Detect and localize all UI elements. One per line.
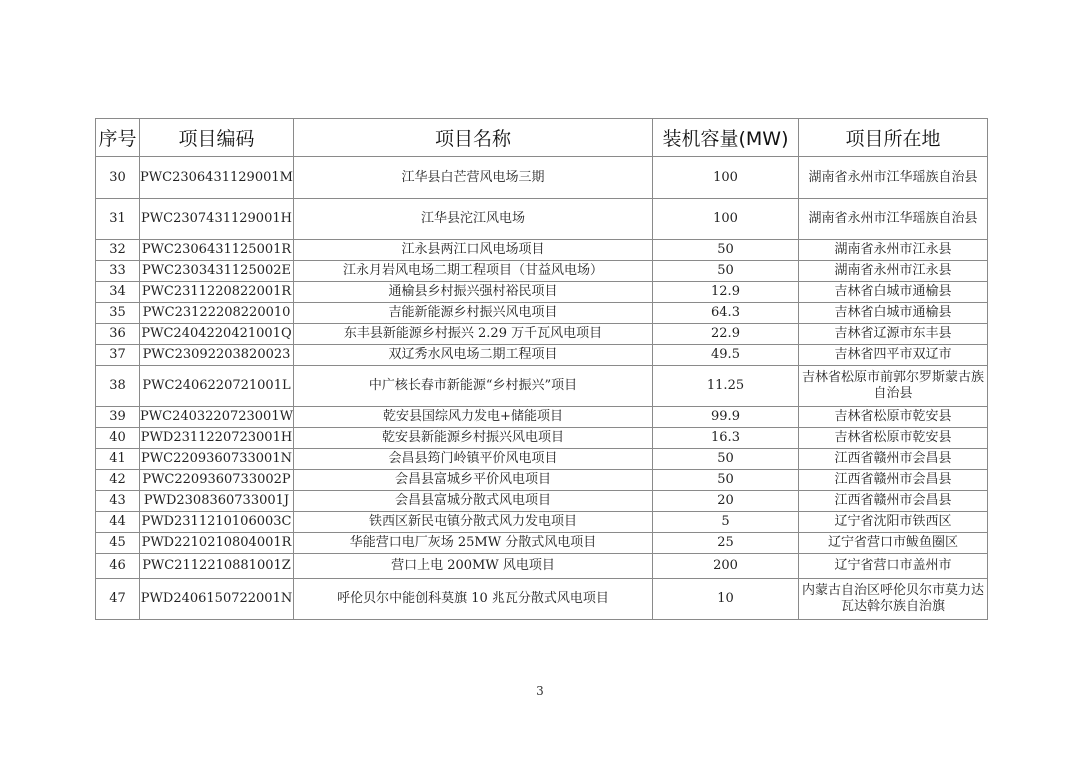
- cell-seq: 38: [96, 366, 140, 407]
- cell-location: 湖南省永州市江永县: [799, 261, 988, 282]
- cell-seq: 42: [96, 470, 140, 491]
- cell-location: 吉林省辽源市东丰县: [799, 324, 988, 345]
- cell-capacity: 22.9: [653, 324, 799, 345]
- header-seq: 序号: [96, 119, 140, 157]
- cell-name: 华能营口电厂灰场 25MW 分散式风电项目: [294, 533, 653, 554]
- cell-name: 铁西区新民屯镇分散式风力发电项目: [294, 512, 653, 533]
- cell-location: 内蒙古自治区呼伦贝尔市莫力达瓦达斡尔族自治旗: [799, 579, 988, 620]
- cell-seq: 36: [96, 324, 140, 345]
- cell-code: PWC2406220721001L: [140, 366, 294, 407]
- cell-location: 江西省赣州市会昌县: [799, 470, 988, 491]
- cell-code: PWD2311220723001H: [140, 428, 294, 449]
- table-row: [96, 554, 988, 579]
- header-code: 项目编码: [140, 119, 294, 157]
- cell-code: PWC2209360733001N: [140, 449, 294, 470]
- cell-name: 吉能新能源乡村振兴风电项目: [294, 303, 653, 324]
- cell-name: 会昌县筠门岭镇平价风电项目: [294, 449, 653, 470]
- cell-name: 营口上电 200MW 风电项目: [294, 554, 653, 579]
- cell-code: PWC2112210881001Z: [140, 554, 294, 579]
- table-row: [96, 533, 988, 554]
- cell-code: PWC23122208220010: [140, 303, 294, 324]
- cell-code: PWD2311210106003C: [140, 512, 294, 533]
- cell-seq: 35: [96, 303, 140, 324]
- cell-code: PWC2404220421001Q: [140, 324, 294, 345]
- table-row: [96, 324, 988, 345]
- cell-location: 吉林省松原市前郭尔罗斯蒙古族自治县: [799, 366, 988, 407]
- header-name: 项目名称: [294, 119, 653, 157]
- header-location: 项目所在地: [799, 119, 988, 157]
- cell-name: 呼伦贝尔中能创科莫旗 10 兆瓦分散式风电项目: [294, 579, 653, 620]
- cell-code: PWD2210210804001R: [140, 533, 294, 554]
- cell-code: PWC2209360733002P: [140, 470, 294, 491]
- table-row: [96, 261, 988, 282]
- cell-seq: 47: [96, 579, 140, 620]
- cell-seq: 44: [96, 512, 140, 533]
- cell-name: 江永县两江口风电场项目: [294, 240, 653, 261]
- cell-capacity: 49.5: [653, 345, 799, 366]
- cell-capacity: 100: [653, 157, 799, 199]
- table-header-row: [96, 119, 988, 157]
- cell-capacity: 200: [653, 554, 799, 579]
- cell-location: 辽宁省沈阳市铁西区: [799, 512, 988, 533]
- cell-name: 双辽秀水风电场二期工程项目: [294, 345, 653, 366]
- cell-code: PWD2308360733001J: [140, 491, 294, 512]
- cell-capacity: 5: [653, 512, 799, 533]
- cell-seq: 32: [96, 240, 140, 261]
- cell-code: PWC2311220822001R: [140, 282, 294, 303]
- cell-code: PWD2406150722001N: [140, 579, 294, 620]
- cell-location: 湖南省永州市江华瑶族自治县: [799, 199, 988, 240]
- table-row: [96, 407, 988, 428]
- cell-seq: 33: [96, 261, 140, 282]
- table-row: [96, 157, 988, 199]
- project-table: [95, 118, 988, 620]
- cell-location: 湖南省永州市江永县: [799, 240, 988, 261]
- header-capacity: 装机容量(MW): [653, 119, 799, 157]
- cell-capacity: 12.9: [653, 282, 799, 303]
- cell-seq: 37: [96, 345, 140, 366]
- table-row: [96, 449, 988, 470]
- table-row: [96, 240, 988, 261]
- cell-capacity: 50: [653, 470, 799, 491]
- cell-seq: 41: [96, 449, 140, 470]
- table-row: [96, 491, 988, 512]
- cell-name: 江华县白芒营风电场三期: [294, 157, 653, 199]
- cell-code: PWC2307431129001H: [140, 199, 294, 240]
- cell-name: 乾安县国综风力发电+储能项目: [294, 407, 653, 428]
- cell-capacity: 25: [653, 533, 799, 554]
- cell-capacity: 100: [653, 199, 799, 240]
- cell-seq: 45: [96, 533, 140, 554]
- cell-code: PWC2303431125002E: [140, 261, 294, 282]
- cell-name: 乾安县新能源乡村振兴风电项目: [294, 428, 653, 449]
- cell-seq: 40: [96, 428, 140, 449]
- table-row: [96, 199, 988, 240]
- cell-location: 吉林省松原市乾安县: [799, 428, 988, 449]
- cell-name: 江永月岩风电场二期工程项目（甘益风电场）: [294, 261, 653, 282]
- cell-location: 湖南省永州市江华瑶族自治县: [799, 157, 988, 199]
- cell-seq: 46: [96, 554, 140, 579]
- cell-code: PWC2403220723001W: [140, 407, 294, 428]
- cell-seq: 30: [96, 157, 140, 199]
- cell-location: 吉林省白城市通榆县: [799, 282, 988, 303]
- cell-seq: 39: [96, 407, 140, 428]
- cell-capacity: 50: [653, 261, 799, 282]
- cell-name: 江华县沱江风电场: [294, 199, 653, 240]
- page-number: 3: [536, 684, 544, 698]
- cell-name: 会昌县富城乡平价风电项目: [294, 470, 653, 491]
- cell-location: 江西省赣州市会昌县: [799, 491, 988, 512]
- cell-capacity: 10: [653, 579, 799, 620]
- table-row: [96, 579, 988, 620]
- cell-location: 吉林省松原市乾安县: [799, 407, 988, 428]
- cell-code: PWC2306431129001M: [140, 157, 294, 199]
- cell-name: 通榆县乡村振兴强村裕民项目: [294, 282, 653, 303]
- table-row: [96, 512, 988, 533]
- cell-capacity: 50: [653, 449, 799, 470]
- cell-capacity: 16.3: [653, 428, 799, 449]
- cell-name: 中广核长春市新能源“乡村振兴”项目: [294, 366, 653, 407]
- cell-seq: 31: [96, 199, 140, 240]
- cell-capacity: 99.9: [653, 407, 799, 428]
- table-row: [96, 282, 988, 303]
- cell-capacity: 50: [653, 240, 799, 261]
- cell-code: PWC2306431125001R: [140, 240, 294, 261]
- cell-location: 吉林省四平市双辽市: [799, 345, 988, 366]
- table-row: [96, 470, 988, 491]
- cell-capacity: 20: [653, 491, 799, 512]
- cell-capacity: 11.25: [653, 366, 799, 407]
- cell-seq: 34: [96, 282, 140, 303]
- cell-capacity: 64.3: [653, 303, 799, 324]
- table-row: [96, 428, 988, 449]
- cell-name: 东丰县新能源乡村振兴 2.29 万千瓦风电项目: [294, 324, 653, 345]
- cell-seq: 43: [96, 491, 140, 512]
- cell-location: 吉林省白城市通榆县: [799, 303, 988, 324]
- table-row: [96, 345, 988, 366]
- cell-location: 江西省赣州市会昌县: [799, 449, 988, 470]
- cell-code: PWC23092203820023: [140, 345, 294, 366]
- cell-location: 辽宁省营口市盖州市: [799, 554, 988, 579]
- table-row: [96, 366, 988, 407]
- cell-location: 辽宁省营口市鲅鱼圈区: [799, 533, 988, 554]
- table-row: [96, 303, 988, 324]
- cell-name: 会昌县富城分散式风电项目: [294, 491, 653, 512]
